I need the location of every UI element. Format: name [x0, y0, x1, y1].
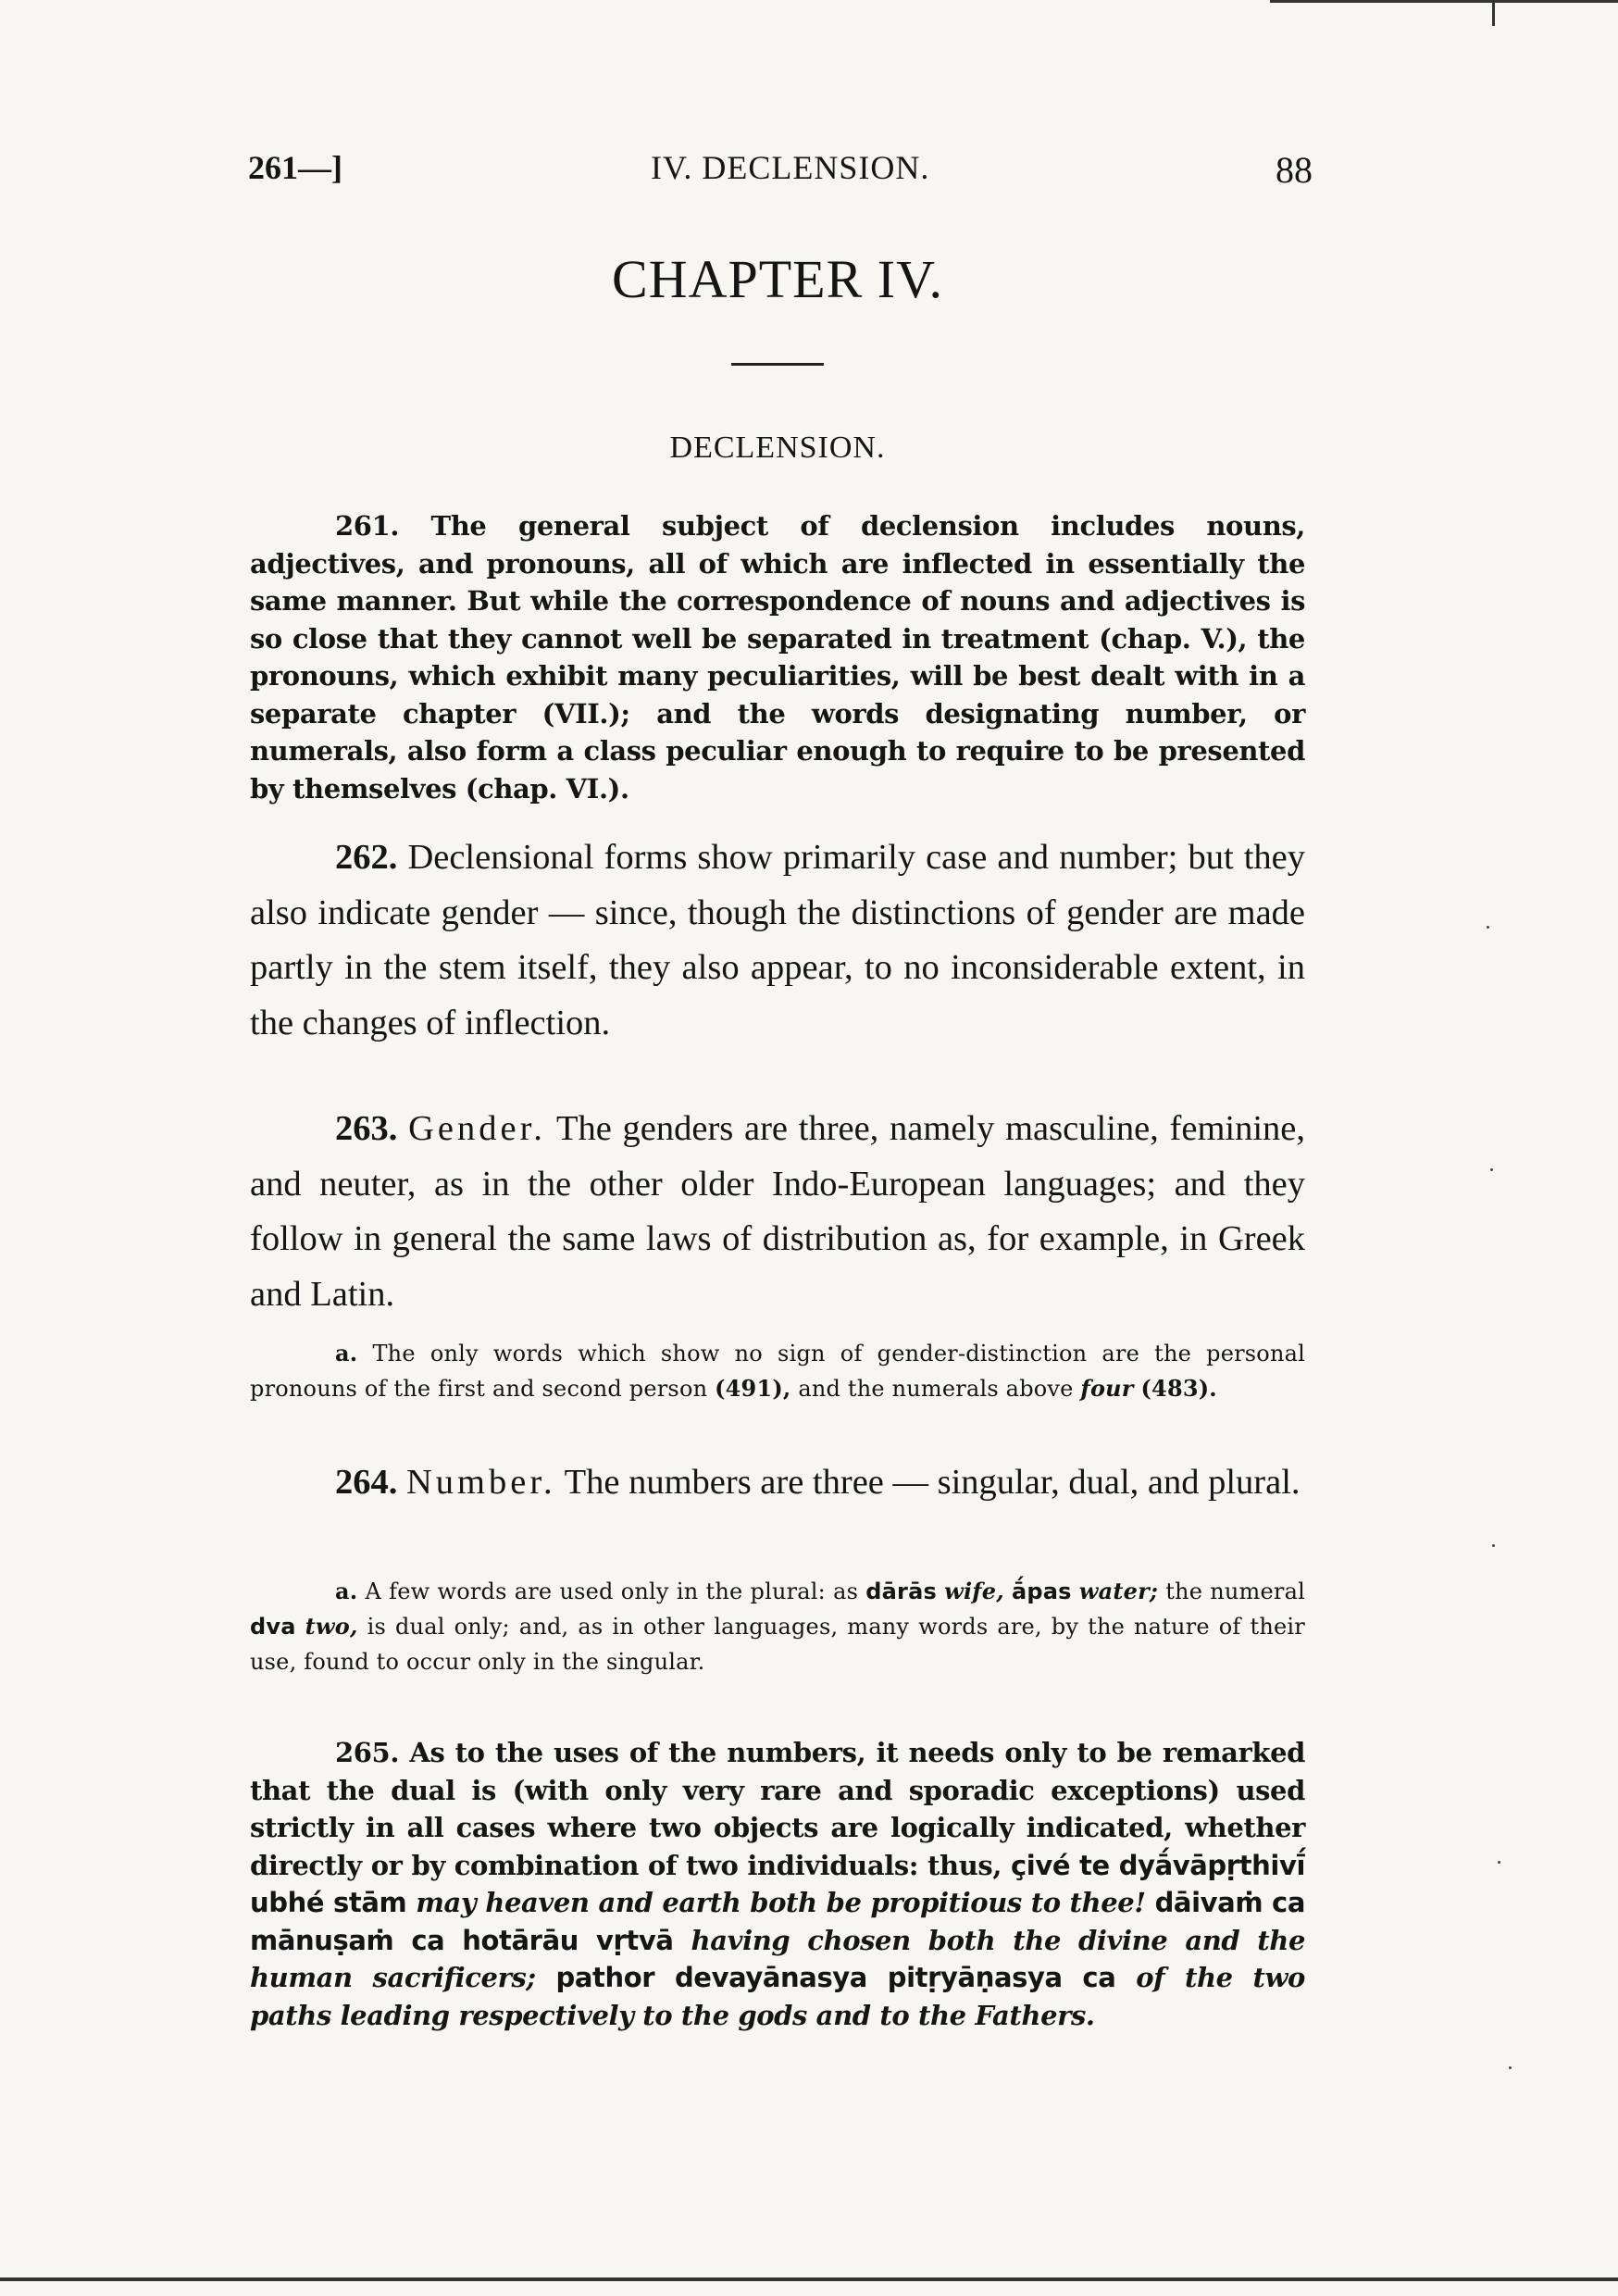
- translation: having chosen both the divine and the human sacrificers;: [250, 1924, 1305, 1993]
- scan-edge-line: [1270, 0, 1618, 3]
- translation: of the two paths leading respectively to the gods and to the Fathers.: [250, 1962, 1306, 2031]
- running-head: [248, 148, 1313, 194]
- title-rule: [731, 363, 824, 366]
- paragraph-261: [250, 507, 1305, 807]
- paragraph-text: The genders are three, namely masculine, feminine, and neuter, as in the other older Indo-European languages; and they follow in general the same laws of distribution as, for example, in Greek and Latin.: [250, 1109, 1305, 1314]
- gloss: water;: [1078, 1578, 1159, 1604]
- sanskrit-word: dva: [250, 1614, 296, 1640]
- sanskrit-phrase: dāivaṁ ca mānuṣaṁ ca hotārāu vṛtvā: [250, 1887, 1305, 1956]
- paragraph-text: The general subject of declension includes nouns, adjectives, and pronouns, all of which are inflected in essentially the same manner. But while the correspondence of nouns and adjectives is so close that they cannot well be separated in treatment (chap. V.), the pronouns, which exhibit many peculiarities, will be best dealt with in a separate chapter (VII.); and the words designating number, or numerals, also form a class peculiar enough to require to be presented by themselves (chap. VI.).: [250, 510, 1305, 805]
- sanskrit-word: dārās: [865, 1578, 937, 1604]
- paragraph-number: 262.: [335, 838, 398, 877]
- paragraph-262: [250, 830, 1305, 1051]
- scan-speck: [1509, 2066, 1512, 2069]
- sanskrit-phrase: çivé te dyā́vāpṛthivī́ ubhé stām: [250, 1849, 1305, 1918]
- paragraph-heading: Number.: [406, 1463, 556, 1502]
- scan-edge-tick: [1492, 0, 1495, 26]
- note-text: The only words which show no sign of gender-distinction are the personal pronouns of the first and second person: [250, 1341, 1305, 1402]
- note-label: a.: [335, 1578, 358, 1604]
- paragraph-text: The numbers are three — singular, dual, and plural.: [564, 1463, 1301, 1502]
- paragraph-number: 263.: [335, 1109, 398, 1148]
- note-label: a.: [335, 1340, 358, 1366]
- cross-reference: (483).: [1140, 1375, 1217, 1402]
- paragraph-263: [250, 1102, 1305, 1322]
- section-title: DECLENSION.: [669, 430, 886, 465]
- scan-bottom-line: [0, 2277, 1618, 2281]
- sanskrit-phrase: pathor devayānasya pitṛyāṇasya ca: [555, 1962, 1116, 1993]
- gloss: wife,: [944, 1578, 1004, 1604]
- note-text: is dual only; and, as in other languages, many words are, by the nature of their use, found to occur only in the singular.: [250, 1614, 1305, 1675]
- translation: may heaven and earth both be propitious to thee!: [416, 1887, 1146, 1918]
- paragraph-264: [250, 1455, 1305, 1511]
- cross-reference: (491),: [715, 1375, 791, 1402]
- scan-speck: [1487, 926, 1489, 929]
- paragraph-text: As to the uses of the numbers, it needs only to be remarked that the dual is (with only very rare and sporadic exceptions) used strictly in all cases where two objects are logically indicated, whether directly or by combination of two individuals: thus,: [250, 1737, 1305, 1881]
- gloss: two,: [305, 1613, 358, 1640]
- note-263a: [250, 1336, 1305, 1406]
- chapter-title: CHAPTER IV.: [612, 249, 943, 309]
- scan-speck: [1490, 1168, 1493, 1171]
- page-number: 88: [1276, 149, 1313, 191]
- running-title: IV. DECLENSION.: [651, 149, 930, 186]
- paragraph-number: 265.: [335, 1737, 400, 1768]
- italic-word: four: [1080, 1375, 1134, 1402]
- paragraph-number: 261.: [335, 510, 400, 542]
- paragraph-number: 264.: [335, 1463, 398, 1502]
- section-range: 261—]: [248, 149, 342, 186]
- paragraph-265: [250, 1734, 1305, 2034]
- paragraph-text: Declensional forms show primarily case and number; but they also indicate gender — since, though the distinctions of gender are made partly in the stem itself, they also appear, to no inconsiderable extent, in the changes of inflection.: [250, 838, 1305, 1042]
- note-264a: [250, 1574, 1305, 1679]
- sanskrit-word: ā́pas: [1011, 1578, 1072, 1604]
- paragraph-heading: Gender.: [408, 1109, 546, 1148]
- note-text: A few words are used only in the plural: as: [365, 1578, 859, 1604]
- scan-speck: [1492, 1544, 1495, 1547]
- scan-speck: [1498, 1861, 1500, 1864]
- note-text: the numeral: [1165, 1578, 1305, 1604]
- note-text: and the numerals above: [798, 1376, 1074, 1402]
